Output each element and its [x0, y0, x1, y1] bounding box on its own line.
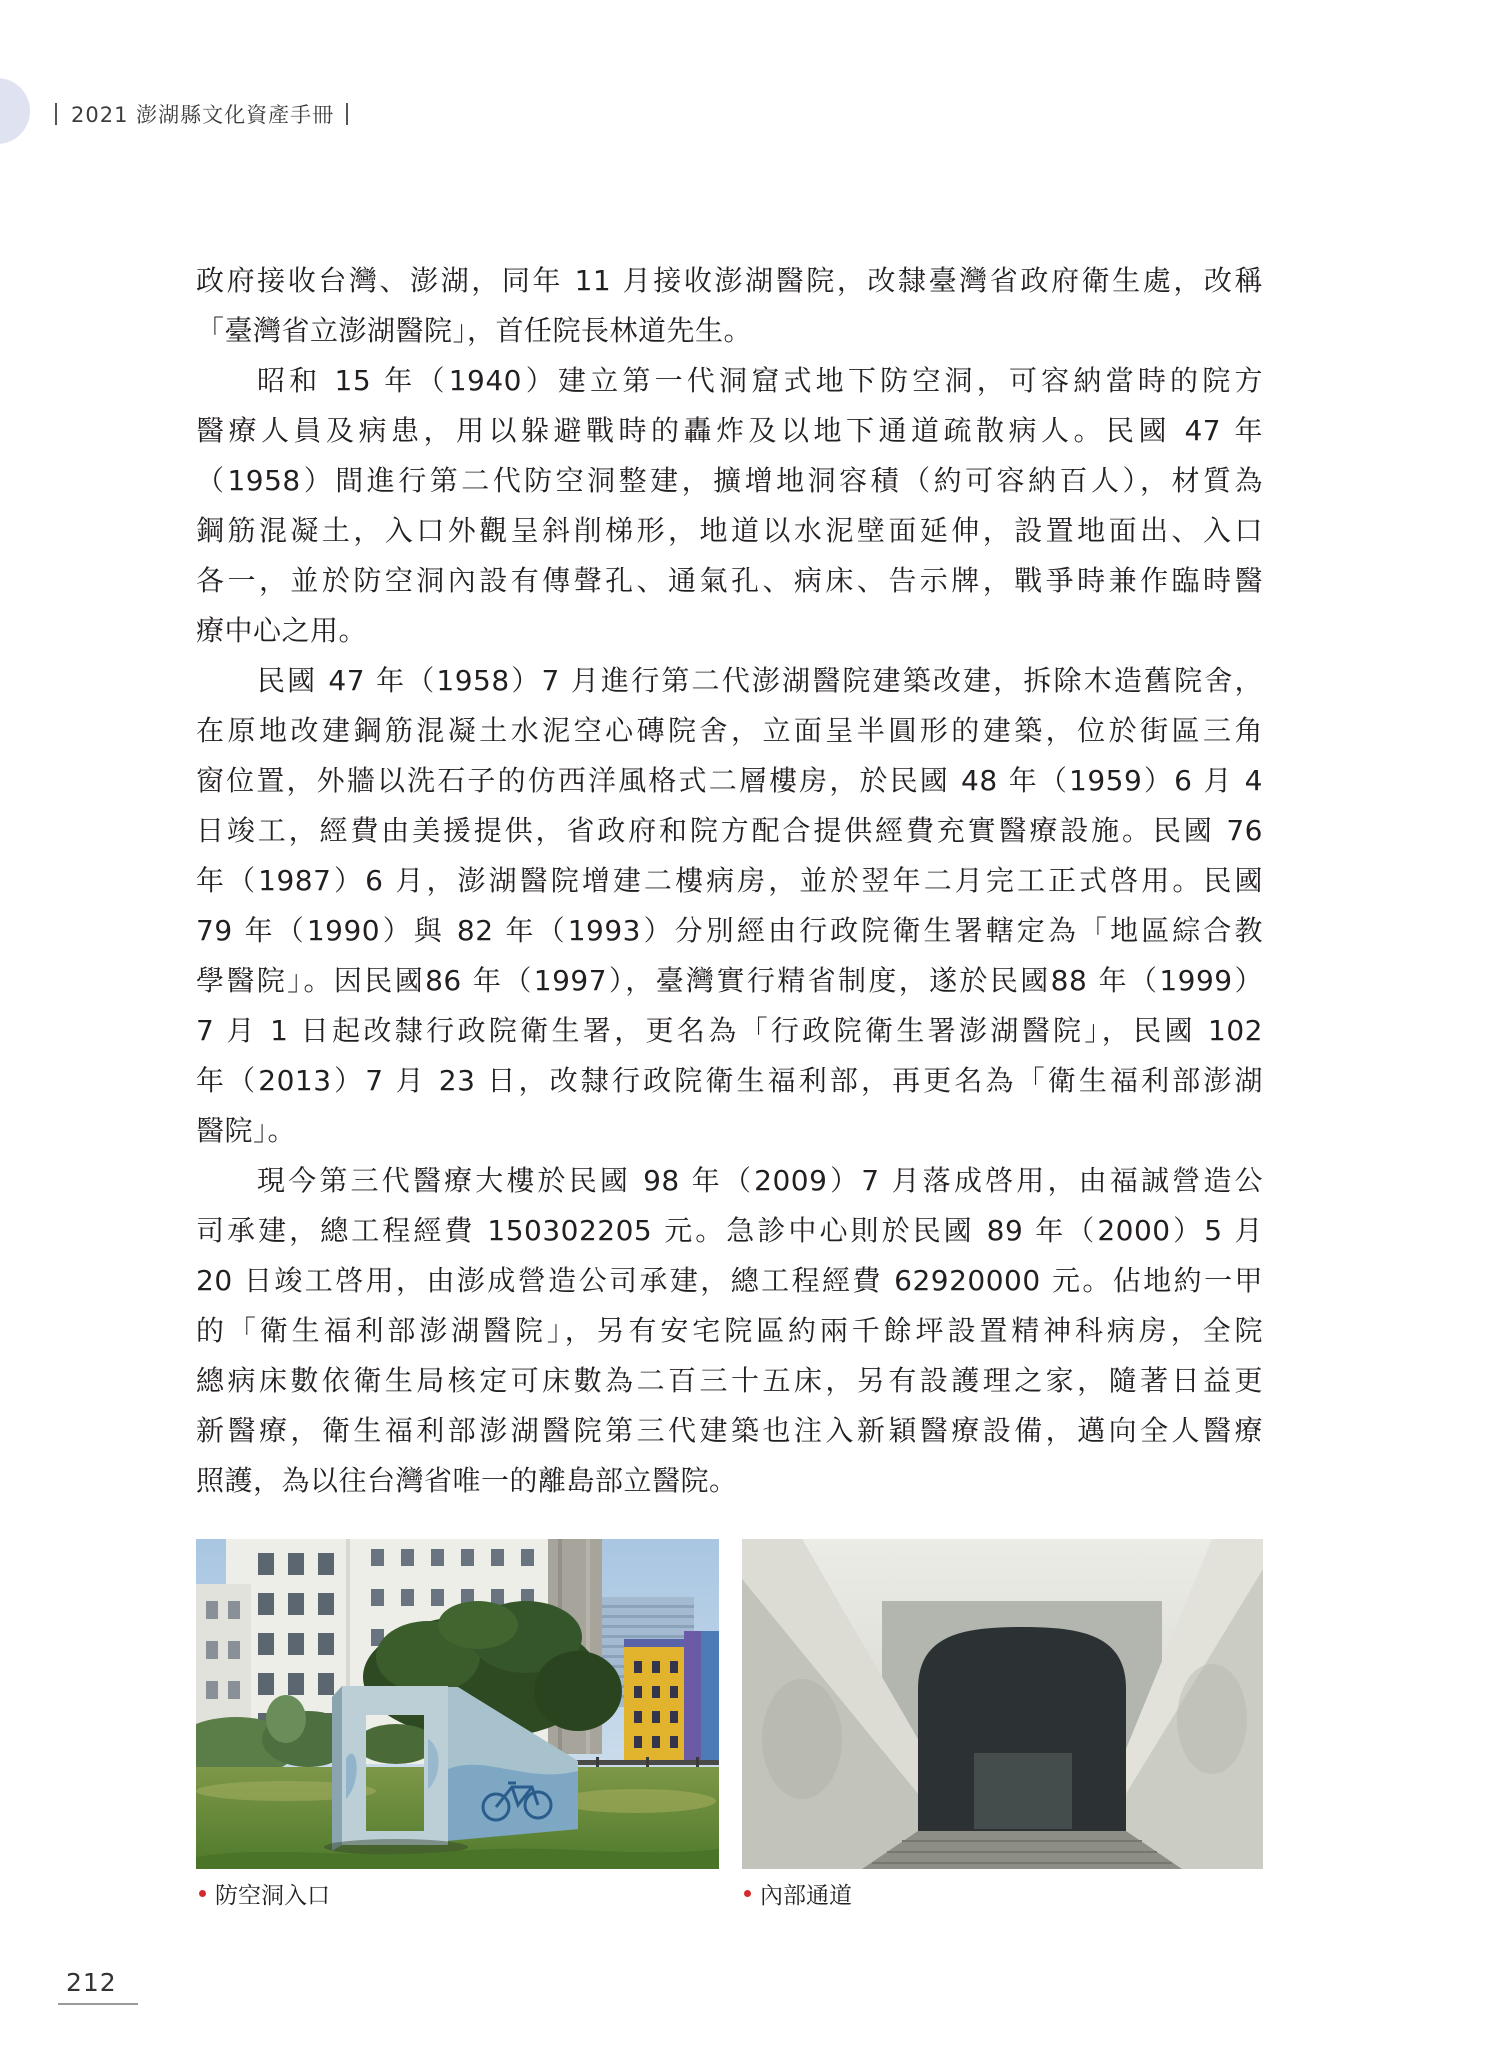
- tree-canopy: [534, 1651, 622, 1731]
- body-line: 療中心之用。: [196, 614, 368, 647]
- building-window: [652, 1686, 660, 1698]
- bush: [266, 1695, 306, 1743]
- building-window: [491, 1549, 504, 1566]
- header-divider: [55, 103, 57, 125]
- body-line: 醫院」。: [196, 1114, 297, 1147]
- building-window: [258, 1633, 274, 1655]
- glass-stripe: [602, 1605, 694, 1608]
- body-line: 民國 47 年（1958）7 月進行第二代澎湖醫院建築改建，拆除木造舊院舍，: [257, 664, 1263, 697]
- glass-stripe: [602, 1635, 694, 1638]
- building-window: [258, 1673, 274, 1695]
- building-window: [634, 1686, 642, 1698]
- body-line: 的「衛生福利部澎湖醫院」，另有安宅院區約兩千餘坪設置精神科病房，全院: [196, 1314, 1263, 1347]
- body-line: 鋼筋混凝土，入口外觀呈斜削梯形，地道以水泥壁面延伸，設置地面出、入口: [196, 514, 1263, 547]
- building-window: [670, 1661, 678, 1673]
- building-window: [521, 1549, 534, 1566]
- caption-bullet-icon: [744, 1890, 751, 1897]
- body-line: 7 月 1 日起改隸行政院衛生署，更名為「行政院衛生署澎湖醫院」，民國 102: [196, 1014, 1263, 1047]
- body-paragraph: [196, 1156, 1263, 1506]
- page-number: 212: [66, 1968, 117, 1997]
- building-window: [401, 1549, 414, 1566]
- tree-canopy: [438, 1601, 518, 1649]
- building-window: [318, 1673, 334, 1695]
- shelter-frame-side: [332, 1686, 342, 1851]
- body-line: 日竣工，經費由美援提供，省政府和院方配合提供經費充實醫療設施。民國 76: [196, 814, 1263, 847]
- body-line: 現今第三代醫療大樓於民國 98 年（2009）7 月落成啓用，由福誠營造公: [257, 1164, 1263, 1197]
- running-header: [55, 100, 348, 128]
- header-divider: [346, 103, 348, 125]
- header-tab-decoration: [0, 78, 30, 144]
- wall-stain: [762, 1679, 842, 1799]
- building-window: [401, 1589, 414, 1606]
- building-window: [318, 1633, 334, 1655]
- body-line: 照護，為以往台灣省唯一的離島部立醫院。: [196, 1464, 738, 1497]
- building-window: [670, 1711, 678, 1723]
- caption-bullet-icon: [199, 1890, 206, 1897]
- building-window: [652, 1661, 660, 1673]
- building-window: [318, 1593, 334, 1615]
- body-text: [196, 256, 1263, 1506]
- building-window: [371, 1589, 384, 1606]
- building-window: [206, 1601, 218, 1619]
- building-window: [371, 1549, 384, 1566]
- page-number-rule: [58, 2003, 138, 2005]
- body-line: 年（2013）7 月 23 日，改隸行政院衛生福利部，再更名為「衛生福利部澎湖: [196, 1064, 1263, 1097]
- body-line: 政府接收台灣、澎湖，同年 11 月接收澎湖醫院，改隸臺灣省政府衛生處，改稱: [196, 264, 1263, 297]
- body-line: 新醫療，衛生福利部澎湖醫院第三代建築也注入新穎醫療設備，邁向全人醫療: [196, 1414, 1263, 1447]
- building-window: [228, 1601, 240, 1619]
- building-window: [288, 1633, 304, 1655]
- shelter-entrance-illustration: [196, 1539, 719, 1869]
- shelter-entrance-photo: [196, 1539, 719, 1869]
- building-window: [431, 1549, 444, 1566]
- body-line: 20 日竣工啓用，由澎成營造公司承建，總工程經費 62920000 元。佔地約一甲: [196, 1264, 1263, 1297]
- tunnel-far-end: [974, 1753, 1072, 1829]
- building-window: [228, 1681, 240, 1699]
- building-window: [206, 1681, 218, 1699]
- building-window: [431, 1589, 444, 1606]
- colorful-building: [624, 1631, 719, 1765]
- body-line: 「臺灣省立澎湖醫院」，首任院長林道先生。: [196, 314, 753, 347]
- building-window: [634, 1661, 642, 1673]
- building-window: [670, 1686, 678, 1698]
- caption-text: 內部通道: [760, 1882, 852, 1909]
- blue-facade: [701, 1631, 719, 1765]
- body-line: 總病床數依衛生局核定可床數為二百三十五床，另有設護理之家，隨著日益更: [196, 1364, 1263, 1397]
- body-line: （1958）間進行第二代防空洞整建，擴增地洞容積（約可容納百人），材質為: [196, 464, 1263, 497]
- body-line: 79 年（1990）與 82 年（1993）分別經由行政院衛生署轄定為「地區綜合教: [196, 914, 1263, 947]
- tunnel-interior-photo: [742, 1539, 1263, 1869]
- body-line: 年（1987）6 月，澎湖醫院增建二樓病房，並於翌年二月完工正式啓用。民國: [196, 864, 1263, 897]
- building-window: [288, 1673, 304, 1695]
- caption-text: 防空洞入口: [215, 1882, 330, 1909]
- glass-stripe: [602, 1625, 694, 1628]
- glass-stripe: [602, 1615, 694, 1618]
- building-window: [206, 1641, 218, 1659]
- building-window: [652, 1736, 660, 1748]
- body-paragraph: [196, 356, 1263, 656]
- body-line: 學醫院」。因民國86 年（1997），臺灣實行精省制度，遂於民國88 年（1999）: [196, 964, 1263, 997]
- building-window: [670, 1736, 678, 1748]
- body-line: 在原地改建鋼筋混凝土水泥空心磚院舍，立面呈半圓形的建築，位於街區三角: [196, 714, 1263, 747]
- body-line: 窗位置，外牆以洗石子的仿西洋風格式二層樓房，於民國 48 年（1959）6 月 4: [196, 764, 1263, 797]
- wall-stain: [1177, 1664, 1247, 1774]
- grass-patch: [556, 1789, 716, 1813]
- figure-caption: [744, 1876, 852, 1910]
- body-paragraph: [196, 256, 1263, 356]
- building-window: [258, 1593, 274, 1615]
- body-paragraph: [196, 656, 1263, 1156]
- building-window: [288, 1593, 304, 1615]
- mural-wave: [448, 1765, 578, 1841]
- building-window: [288, 1553, 304, 1575]
- tunnel-interior-illustration: [742, 1539, 1263, 1869]
- body-line: 昭和 15 年（1940）建立第一代洞窟式地下防空洞，可容納當時的院方: [257, 364, 1263, 397]
- building-window: [634, 1736, 642, 1748]
- building-window: [318, 1553, 334, 1575]
- book-title: 2021 澎湖縣文化資產手冊: [71, 103, 335, 127]
- building-window: [228, 1641, 240, 1659]
- figure-caption: [199, 1876, 330, 1910]
- building-window: [461, 1549, 474, 1566]
- body-line: 各一，並於防空洞內設有傳聲孔、通氣孔、病床、告示牌，戰爭時兼作臨時醫: [196, 564, 1263, 597]
- body-line: 司承建，總工程經費 150302205 元。急診中心則於民國 89 年（2000）5 月: [196, 1214, 1263, 1247]
- building-window: [634, 1711, 642, 1723]
- building-window: [652, 1711, 660, 1723]
- body-line: 醫療人員及病患，用以躲避戰時的轟炸及以地下通道疏散病人。民國 47 年: [196, 414, 1263, 447]
- building-window: [258, 1553, 274, 1575]
